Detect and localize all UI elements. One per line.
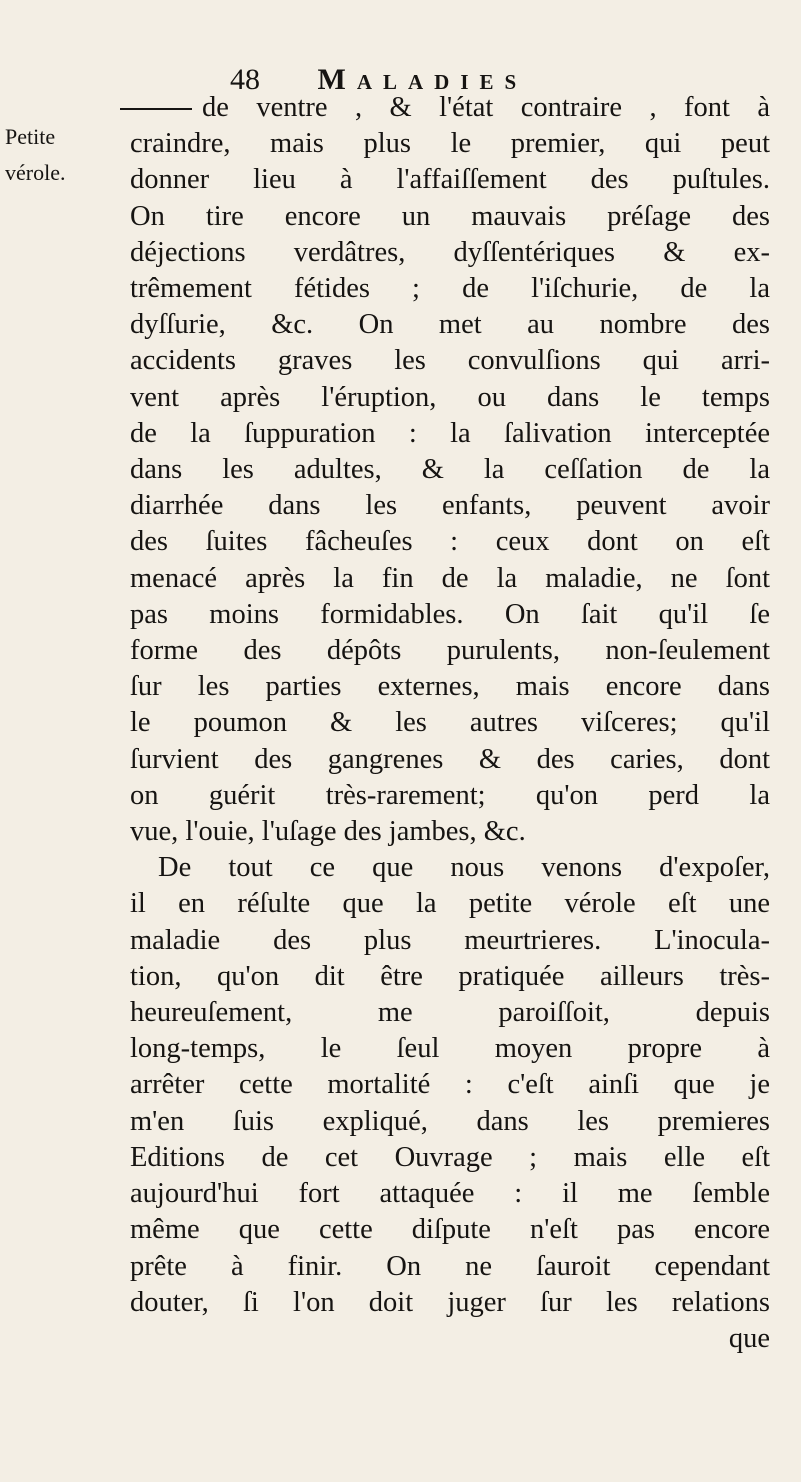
text-line: ſurvient des gangrenes & des caries, dont — [130, 743, 770, 775]
body-text — [130, 90, 770, 1357]
text-line: même que cette diſpute n'eſt pas encore — [130, 1214, 770, 1246]
text-line: menacé après la fin de la maladie, ne ſont — [130, 562, 770, 594]
text-line: trêmement fétides ; de l'iſchurie, de la — [130, 273, 770, 305]
text-line: craindre, mais plus le premier, qui peut — [130, 128, 770, 160]
text-line: déjections verdâtres, dyſſentériques & ex- — [130, 236, 770, 268]
text-line: De tout ce que nous venons d'expoſer, — [158, 852, 770, 884]
text-line: tion, qu'on dit être pratiquée ailleurs très- — [130, 960, 770, 992]
running-title: Maladies — [317, 63, 528, 96]
text-line: diarrhée dans les enfants, peuvent avoir — [130, 490, 770, 522]
text-line: m'en ſuis expliqué, dans les premieres — [130, 1105, 770, 1137]
text-line: dans les adultes, & la ceſſation de la — [130, 454, 770, 486]
text-line: long-temps, le ſeul moyen propre à — [130, 1033, 770, 1065]
page-number: 48 — [230, 63, 260, 96]
text-line: aujourd'hui fort attaquée : il me ſemble — [130, 1178, 770, 1210]
text-line: pas moins formidables. On ſait qu'il ſe — [130, 598, 770, 630]
margin-note: Petite — [5, 124, 56, 149]
text-line: Editions de cet Ouvrage ; mais elle eſt — [130, 1141, 770, 1173]
text-line: arrêter cette mortalité : c'eſt ainſi que je — [130, 1069, 770, 1101]
text-line: il en réſulte que la petite vérole eſt une — [130, 888, 770, 920]
text-line: vue, l'ouie, l'uſage des jambes, &c. — [130, 816, 526, 848]
text-line: forme des dépôts purulents, non-ſeulement — [130, 635, 770, 667]
text-line: on guérit très-rarement; qu'on perd la — [130, 779, 770, 811]
text-line: On tire encore un mauvais préſage des — [130, 200, 770, 232]
text-line: ſur les parties externes, mais encore dans — [130, 671, 770, 703]
continuation-dash — [120, 108, 192, 110]
catchword: que — [728, 1322, 770, 1354]
text-line: dyſſurie, &c. On met au nombre des — [130, 309, 770, 341]
text-line: prête à finir. On ne ſauroit cependant — [130, 1250, 770, 1282]
text-line: de ventre , & l'état contraire , font à — [130, 90, 770, 126]
text-line: le poumon & les autres viſceres; qu'il — [130, 707, 770, 739]
text-line: de la ſuppuration : la ſalivation interceptée — [130, 417, 770, 449]
text-line: donner lieu à l'affaiſſement des puſtules. — [130, 164, 770, 196]
margin-note: vérole. — [5, 160, 66, 185]
text-line: douter, ſi l'on doit juger ſur les relations — [130, 1286, 770, 1318]
text-line: vent après l'éruption, ou dans le temps — [130, 381, 770, 413]
text-line: accidents graves les convulſions qui arri- — [130, 345, 770, 377]
text-line: des ſuites fâcheuſes : ceux dont on eſt — [130, 526, 770, 558]
text-line: heureuſement, me paroiſſoit, depuis — [130, 997, 770, 1029]
text-line: maladie des plus meurtrieres. L'inocula- — [130, 924, 770, 956]
